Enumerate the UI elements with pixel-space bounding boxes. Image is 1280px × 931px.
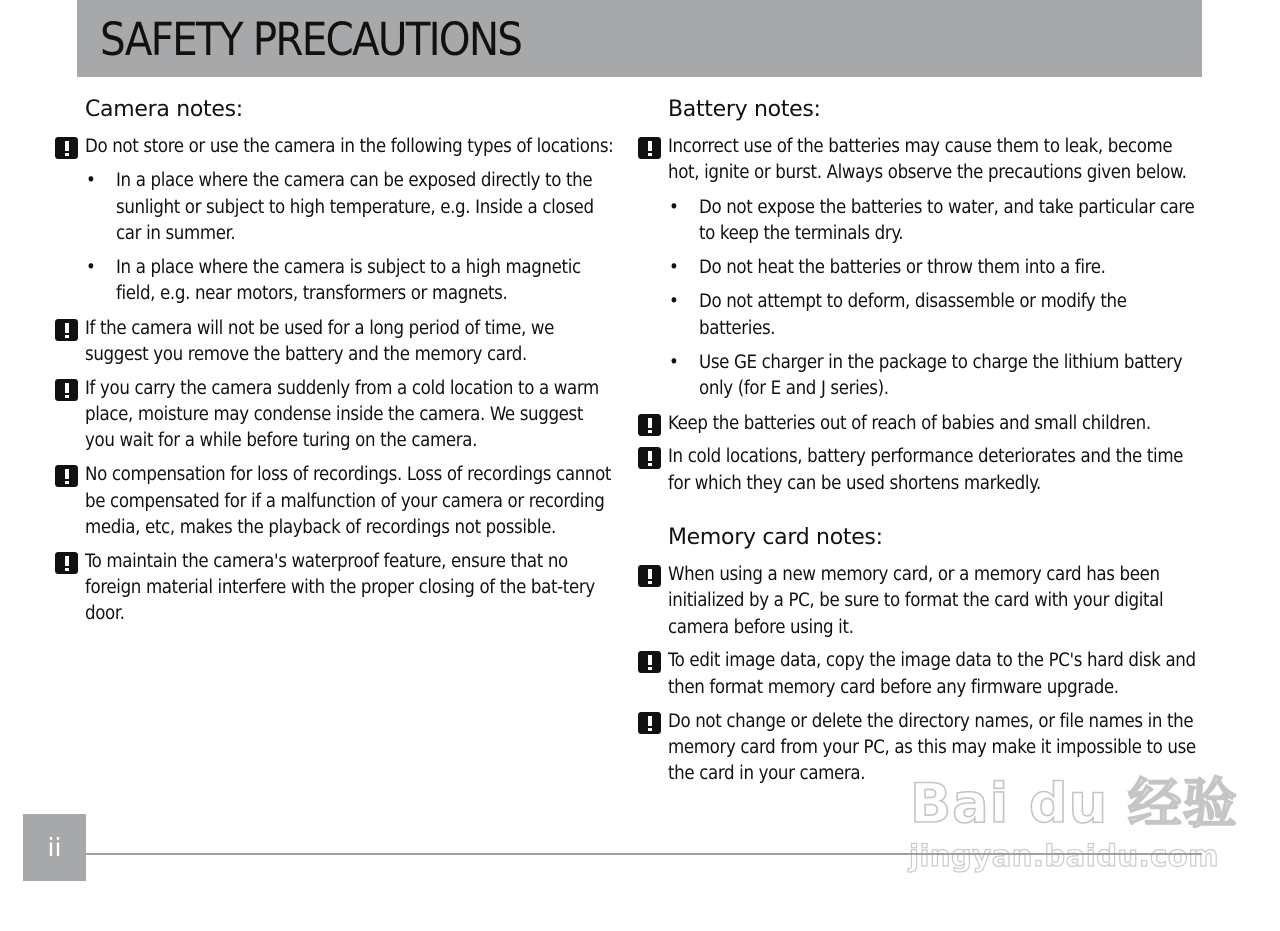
- watermark-url: jingyan.baidu.com: [909, 839, 1219, 873]
- warning-icon: [55, 137, 78, 159]
- note-text: When using a new memory card, or a memory card has been initialized by a PC, be sure to format the card with your digital camera before using it.: [668, 564, 1164, 638]
- warning-icon: [638, 414, 661, 436]
- battery-memory-column: [638, 95, 1198, 795]
- page-title: SAFETY PRECAUTIONS: [100, 13, 522, 66]
- note-item: [638, 134, 1198, 403]
- warning-icon: [638, 651, 661, 673]
- warning-icon: [638, 447, 661, 469]
- note-text: Do not change or delete the directory names, or file names in the memory card from your PC, as this may make it impossible to use the card in your camera.: [668, 710, 1196, 785]
- note-item: [638, 411, 1198, 437]
- warning-icon: [55, 465, 78, 487]
- warning-icon: [55, 552, 78, 574]
- bullet-item: • Do not attempt to deform, disassemble or modify the batteries.: [668, 289, 1198, 342]
- note-text: If the camera will not be used for a long period of time, we suggest you remove the battery and the memory card.: [85, 317, 555, 366]
- battery-notes-title: Battery notes:: [668, 97, 821, 122]
- page-number: ii: [47, 833, 62, 862]
- note-text: If you carry the camera suddenly from a cold location to a warm place, moisture may condense inside the camera. We suggest you wait for a while before turing on the camera.: [85, 377, 599, 452]
- note-text: Incorrect use of the batteries may cause them to leak, become hot, ignite or burst. Always observe the precautions given below.: [668, 136, 1187, 184]
- note-text: To edit image data, copy the image data to the PC's hard disk and then format memory card before any firmware upgrade.: [668, 650, 1196, 698]
- warning-icon: [638, 137, 661, 159]
- warning-icon: [55, 379, 78, 401]
- camera-notes-title: Camera notes:: [85, 97, 243, 122]
- bullet-item: • Do not heat the batteries or throw them into a fire.: [668, 255, 1198, 281]
- memory-card-notes-title: Memory card notes:: [668, 525, 883, 551]
- note-item: [55, 134, 615, 308]
- note-item: [638, 562, 1198, 641]
- warning-icon: [55, 319, 78, 341]
- bullet-list: [668, 195, 1198, 403]
- watermark-logo: Bai du 经验: [910, 772, 1238, 835]
- page-number-box: [23, 814, 86, 881]
- bullet-list: [85, 168, 615, 307]
- bullet-item: • Use GE charger in the package to charge the lithium battery only (for E and J series).: [668, 350, 1198, 403]
- note-text: No compensation for loss of recordings. Loss of recordings cannot be compensated for if a malfunction of your camera or recording media, etc, makes the playback of recordings not possible.: [85, 464, 612, 538]
- bullet-item: • In a place where the camera can be exposed directly to the sunlight or subject to high temperature, e.g. Inside a closed car in summer.: [85, 168, 615, 247]
- footer-divider: [86, 853, 1202, 855]
- warning-icon: [638, 565, 661, 587]
- bullet-item: • Do not expose the batteries to water, and take particular care to keep the terminals dry.: [668, 195, 1198, 248]
- bullet-item: • In a place where the camera is subject to a high magnetic field, e.g. near motors, transformers or magnets.: [85, 255, 615, 308]
- note-item: [638, 709, 1198, 788]
- note-text: Do not store or use the camera in the following types of locations:: [85, 136, 614, 157]
- note-item: [55, 376, 615, 455]
- note-item: [55, 316, 615, 369]
- warning-icon: [638, 712, 661, 734]
- note-item: [638, 444, 1198, 497]
- header-bar: [77, 0, 1202, 77]
- note-text: To maintain the camera's waterproof feature, ensure that no foreign material interfere with the proper closing of the bat-tery door.: [85, 550, 595, 625]
- note-text: Keep the batteries out of reach of babies and small children.: [668, 412, 1151, 434]
- note-text: In cold locations, battery performance deteriorates and the time for which they can be used shortens markedly.: [668, 446, 1184, 494]
- note-item: [55, 462, 615, 541]
- note-item: [55, 549, 615, 628]
- camera-notes-column: [55, 95, 615, 635]
- note-item: [638, 648, 1198, 701]
